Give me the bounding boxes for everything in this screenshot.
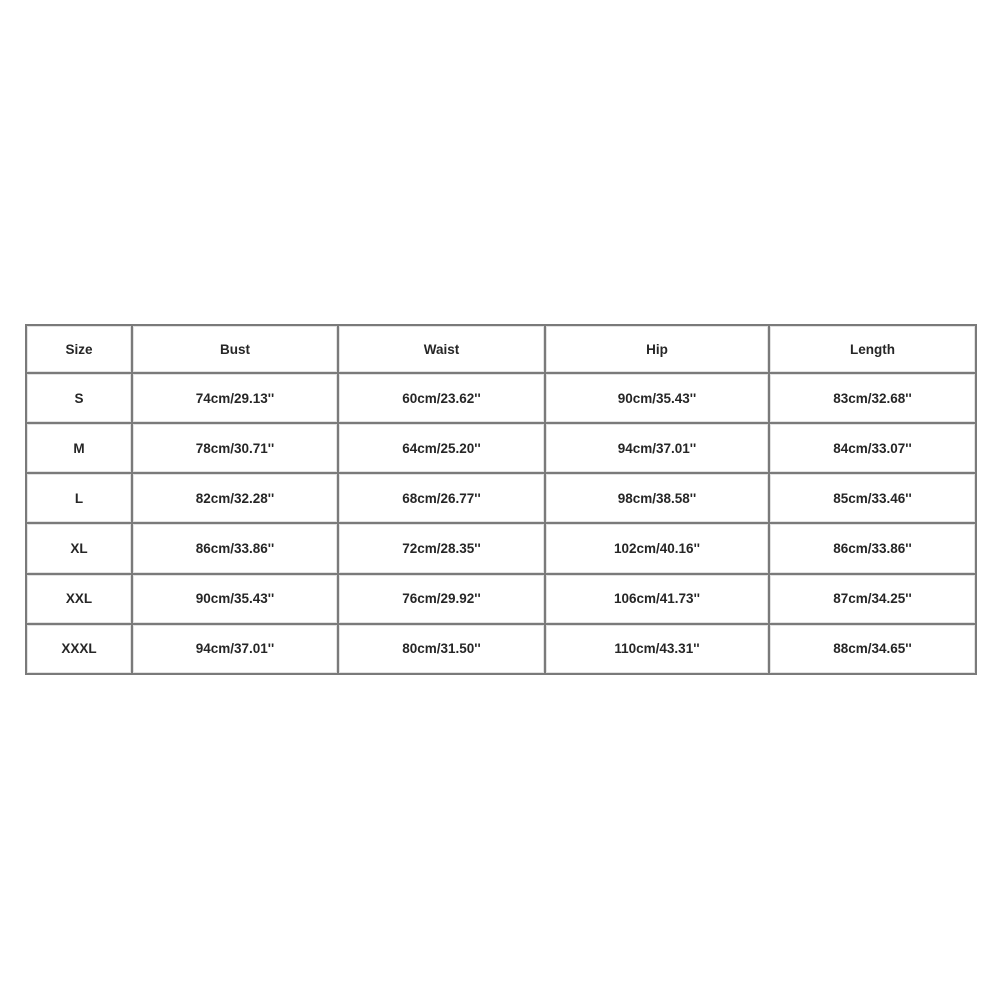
cell-hip: 106cm/41.73'' bbox=[546, 575, 770, 625]
cell-waist: 76cm/29.92'' bbox=[339, 575, 546, 625]
header-length: Length bbox=[770, 326, 977, 374]
cell-waist: 68cm/26.77'' bbox=[339, 474, 546, 524]
table-row bbox=[27, 575, 977, 625]
cell-bust: 94cm/37.01'' bbox=[133, 625, 339, 675]
cell-size: XL bbox=[27, 524, 133, 574]
header-waist: Waist bbox=[339, 326, 546, 374]
cell-hip: 110cm/43.31'' bbox=[546, 625, 770, 675]
cell-bust: 78cm/30.71'' bbox=[133, 424, 339, 474]
cell-bust: 90cm/35.43'' bbox=[133, 575, 339, 625]
cell-length: 85cm/33.46'' bbox=[770, 474, 977, 524]
cell-length: 88cm/34.65'' bbox=[770, 625, 977, 675]
table-row bbox=[27, 625, 977, 675]
cell-length: 83cm/32.68'' bbox=[770, 374, 977, 424]
table-row bbox=[27, 424, 977, 474]
cell-bust: 82cm/32.28'' bbox=[133, 474, 339, 524]
cell-length: 87cm/34.25'' bbox=[770, 575, 977, 625]
cell-bust: 86cm/33.86'' bbox=[133, 524, 339, 574]
header-hip: Hip bbox=[546, 326, 770, 374]
cell-size: XXXL bbox=[27, 625, 133, 675]
cell-bust: 74cm/29.13'' bbox=[133, 374, 339, 424]
size-chart-table bbox=[25, 324, 977, 675]
table-row bbox=[27, 524, 977, 574]
cell-length: 84cm/33.07'' bbox=[770, 424, 977, 474]
cell-size: L bbox=[27, 474, 133, 524]
header-bust: Bust bbox=[133, 326, 339, 374]
header-size: Size bbox=[27, 326, 133, 374]
cell-hip: 90cm/35.43'' bbox=[546, 374, 770, 424]
cell-hip: 98cm/38.58'' bbox=[546, 474, 770, 524]
cell-waist: 60cm/23.62'' bbox=[339, 374, 546, 424]
cell-hip: 102cm/40.16'' bbox=[546, 524, 770, 574]
cell-waist: 72cm/28.35'' bbox=[339, 524, 546, 574]
table-header-row bbox=[27, 326, 977, 374]
table-row bbox=[27, 374, 977, 424]
cell-size: XXL bbox=[27, 575, 133, 625]
table-row bbox=[27, 474, 977, 524]
cell-size: M bbox=[27, 424, 133, 474]
cell-size: S bbox=[27, 374, 133, 424]
cell-waist: 80cm/31.50'' bbox=[339, 625, 546, 675]
cell-waist: 64cm/25.20'' bbox=[339, 424, 546, 474]
cell-length: 86cm/33.86'' bbox=[770, 524, 977, 574]
cell-hip: 94cm/37.01'' bbox=[546, 424, 770, 474]
